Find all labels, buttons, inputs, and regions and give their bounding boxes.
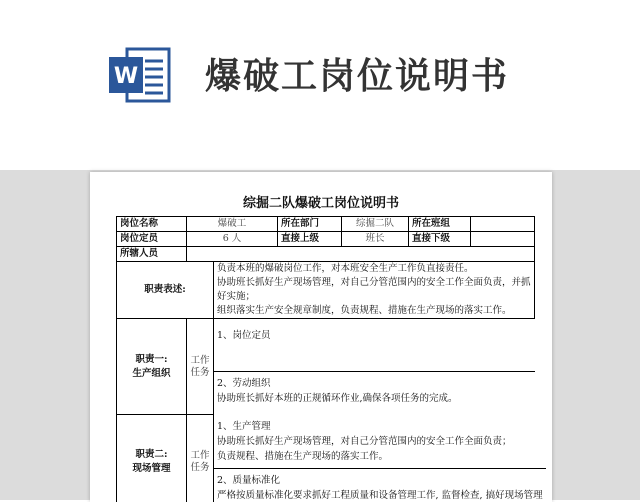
field-label: 所辖人员: [117, 247, 187, 262]
field-value: [187, 247, 535, 262]
task-line: 负责规程、措施在生产现场的落实工作。: [217, 449, 543, 464]
task-line: 严格按质量标准化要求抓好工程质量和设备管理工作, 监督检查, 搞好现场管理: [217, 488, 543, 502]
task-item-content: [214, 372, 535, 411]
table-row: [117, 247, 535, 262]
task-label-line1: 工作: [190, 355, 210, 367]
task-item: [214, 469, 546, 502]
duty-summary-line: 协助班长抓好生产现场管理，对自己分管范围内的安全工作全面负责，并抓好实施；: [217, 276, 531, 304]
field-label: 直接上级: [278, 232, 342, 247]
table-row: [117, 262, 535, 319]
task-label-line1: 工作: [190, 450, 210, 462]
field-value: [471, 232, 535, 247]
duty-summary-line: 组织落实生产安全规章制度，负责规程、措施在生产现场的落实工作。: [217, 304, 531, 318]
task-item: [214, 415, 546, 469]
duty1-task-list: [214, 324, 535, 411]
task-line: 协助班长抓好生产现场管理，对自己分管范围内的安全工作全面负责；: [217, 434, 543, 449]
task-label-line2: 任务: [190, 367, 210, 379]
task-item-content: [214, 324, 535, 372]
duty-summary-label: 职责表述:: [117, 262, 214, 319]
duty2-tasks: [214, 415, 535, 502]
task-heading: 2、劳动组织: [217, 376, 532, 391]
field-label: 岗位名称: [117, 217, 187, 232]
field-value: 6 人: [187, 232, 278, 247]
task-label-line2: 任务: [190, 462, 210, 474]
field-label: 直接下级: [409, 232, 471, 247]
duty2-task-label: [187, 415, 214, 502]
table-row: [117, 319, 535, 415]
duty-summary-line: 负责本班的爆破岗位工作，对本班安全生产工作负直接责任。: [217, 262, 531, 276]
svg-text:W: W: [114, 64, 138, 89]
duty1-label-line2: 生产组织: [120, 367, 183, 381]
task-heading: 1、岗位定员: [217, 328, 532, 343]
field-value: 综掘二队: [342, 217, 409, 232]
job-description-table: [116, 216, 535, 502]
task-item: [214, 324, 535, 372]
document-page: [90, 172, 552, 502]
duty2-label: [117, 415, 187, 502]
duty2-label-line2: 现场管理: [120, 462, 183, 476]
duty2-label-line1: 职责二:: [120, 448, 183, 462]
duty1-label-line1: 职责一:: [120, 353, 183, 367]
field-label: 所在班组: [409, 217, 471, 232]
task-item: [214, 372, 535, 411]
task-heading: 2、质量标准化: [217, 473, 543, 488]
field-value: [471, 217, 535, 232]
duty-summary-text: [214, 262, 535, 319]
header-banner: [0, 0, 640, 170]
task-line: 协助班长抓好本班的正规循环作业,确保各项任务的完成。: [217, 391, 532, 406]
table-row: [117, 415, 535, 502]
field-value: 爆破工: [187, 217, 278, 232]
duty1-label: [117, 319, 187, 415]
duty1-tasks: [214, 319, 535, 415]
field-label: 岗位定员: [117, 232, 187, 247]
task-heading: 1、生产管理: [217, 419, 543, 434]
table-row: [117, 232, 535, 247]
task-item-content: [214, 415, 546, 469]
word-document-icon: [105, 45, 175, 105]
duty2-task-list: [214, 415, 546, 502]
document-area: [0, 170, 640, 500]
field-label: 所在部门: [278, 217, 342, 232]
page-title: 爆破工岗位说明书: [205, 48, 509, 99]
document-title: 综掘二队爆破工岗位说明书: [90, 192, 552, 211]
field-value: 班长: [342, 232, 409, 247]
table-row: [117, 217, 535, 232]
duty1-task-label: [187, 319, 214, 415]
task-item-content: [214, 469, 546, 502]
